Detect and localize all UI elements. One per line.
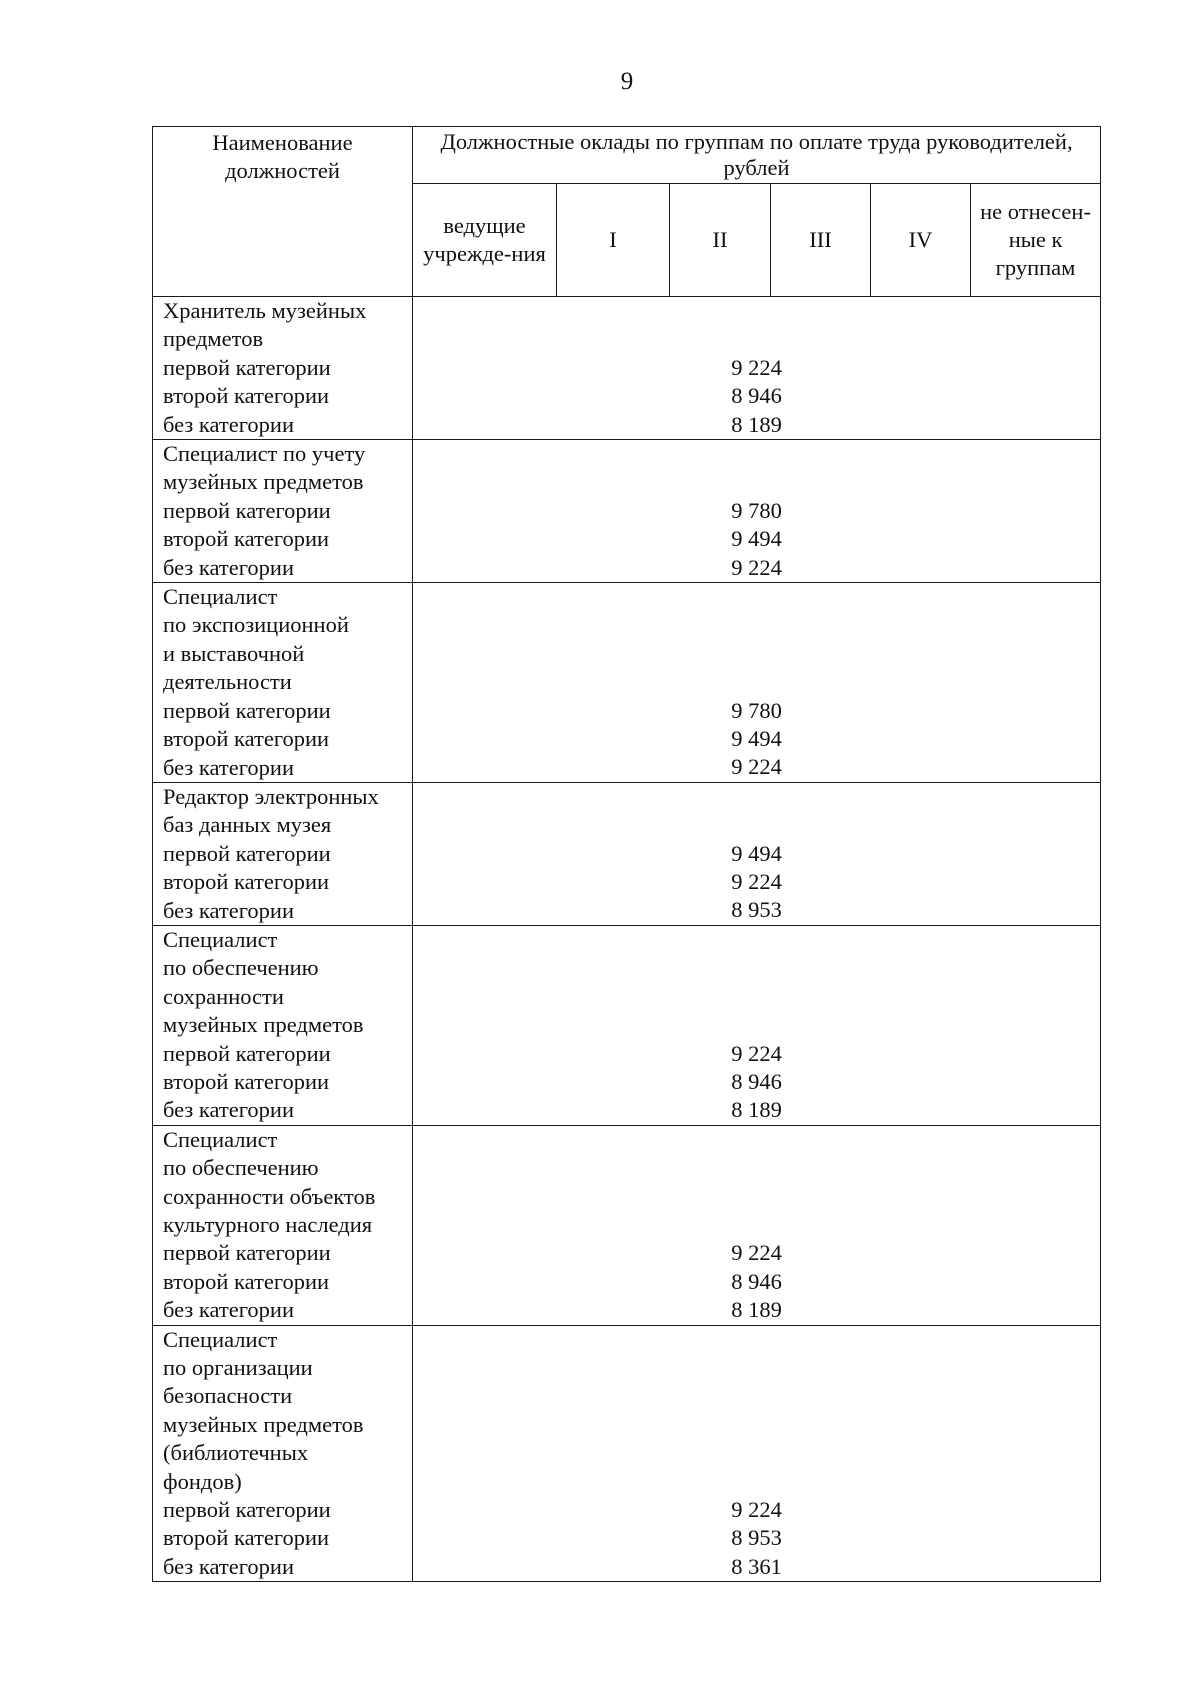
table-row xyxy=(153,782,1101,925)
spacer xyxy=(413,1354,1100,1382)
spacer xyxy=(413,1326,1100,1354)
position-title-line: Редактор электронных xyxy=(163,783,379,809)
position-title-line: музейных предметов xyxy=(163,1012,364,1038)
position-title-line: культурного наследия xyxy=(163,1212,373,1237)
spacer xyxy=(413,783,1100,811)
salary-value: 8 361 xyxy=(731,1553,782,1579)
position-title-line: по обеспечению xyxy=(163,955,319,981)
category-label: без категории xyxy=(163,554,294,580)
category-label: второй категории xyxy=(163,526,330,552)
salary-value: 9 494 xyxy=(731,726,782,752)
salary-values-cell xyxy=(413,925,1101,1125)
position-title-line: музейных предметов xyxy=(163,469,364,495)
spacer xyxy=(413,1211,1100,1239)
subheader-not-assigned: не отнесен-ные к группам xyxy=(971,184,1101,297)
spacer xyxy=(413,1183,1100,1211)
table-row xyxy=(153,925,1101,1125)
column-header-salary-groups: Должностные оклады по группам по оплате труда руководителей, рублей xyxy=(413,127,1101,184)
table-body xyxy=(153,297,1101,1582)
category-label: без категории xyxy=(163,1097,294,1123)
spacer xyxy=(413,811,1100,839)
spacer xyxy=(413,325,1100,353)
category-label: второй категории xyxy=(163,726,330,752)
salary-value: 8 946 xyxy=(731,383,782,409)
position-title-line: фондов) xyxy=(163,1468,242,1494)
salary-values-cell xyxy=(413,782,1101,925)
salary-value: 9 224 xyxy=(731,1240,782,1266)
position-title-line: предметов xyxy=(163,326,264,352)
salary-values-cell xyxy=(413,583,1101,783)
category-label: первой категории xyxy=(163,497,331,523)
page-number: 9 xyxy=(620,68,634,95)
spacer xyxy=(413,1411,1100,1439)
position-title-line: по экспозиционной xyxy=(163,612,349,638)
spacer xyxy=(413,1439,1100,1467)
spacer xyxy=(413,297,1100,325)
position-name-cell xyxy=(153,1125,413,1325)
position-title-line: деятельности xyxy=(163,669,292,695)
spacer xyxy=(413,611,1100,639)
position-title-line: по организации xyxy=(163,1355,313,1381)
spacer xyxy=(413,1126,1100,1154)
position-name-cell xyxy=(153,583,413,783)
salary-value: 8 189 xyxy=(731,411,782,437)
salary-value: 9 494 xyxy=(731,526,782,552)
salary-value: 8 946 xyxy=(731,1068,782,1094)
position-title-line: Хранитель музейных xyxy=(163,298,367,323)
category-label: без категории xyxy=(163,411,294,437)
position-title-line: безопасности xyxy=(163,1383,293,1409)
table-row xyxy=(153,297,1101,440)
spacer xyxy=(413,926,1100,954)
salary-value: 9 224 xyxy=(731,754,782,780)
salary-value: 9 224 xyxy=(731,554,782,580)
subheader-group-3: III xyxy=(771,184,871,297)
position-title-line: сохранности xyxy=(163,983,284,1009)
category-label: второй категории xyxy=(163,869,330,895)
category-label: второй категории xyxy=(163,1525,330,1551)
spacer xyxy=(413,1011,1100,1039)
spacer xyxy=(413,583,1100,611)
position-title-line: баз данных музея xyxy=(163,812,332,838)
category-label: второй категории xyxy=(163,1268,330,1294)
subheader-group-4: IV xyxy=(871,184,971,297)
position-title-line: Специалист xyxy=(163,926,278,952)
salary-table xyxy=(152,126,1101,1582)
spacer xyxy=(413,1154,1100,1182)
category-label: первой категории xyxy=(163,1240,331,1266)
salary-value: 9 224 xyxy=(731,1040,782,1066)
table-row xyxy=(153,1325,1101,1582)
spacer xyxy=(413,668,1100,696)
category-label: первой категории xyxy=(163,697,331,723)
category-label: второй категории xyxy=(163,1068,330,1094)
salary-value: 8 189 xyxy=(731,1297,782,1323)
position-name-cell xyxy=(153,925,413,1125)
subheader-group-2: II xyxy=(670,184,771,297)
category-label: первой категории xyxy=(163,354,331,380)
salary-value: 9 224 xyxy=(731,354,782,380)
position-name-cell xyxy=(153,297,413,440)
category-label: без категории xyxy=(163,754,294,780)
category-label: первой категории xyxy=(163,840,331,866)
salary-values-cell xyxy=(413,1325,1101,1582)
position-name-cell xyxy=(153,440,413,583)
salary-values-cell xyxy=(413,440,1101,583)
salary-value: 9 780 xyxy=(731,697,782,723)
salary-value: 8 946 xyxy=(731,1268,782,1294)
salary-values-cell xyxy=(413,297,1101,440)
table-row xyxy=(153,583,1101,783)
category-label: без категории xyxy=(163,897,294,923)
salary-value: 8 189 xyxy=(731,1097,782,1123)
position-title-line: и выставочной xyxy=(163,640,305,666)
spacer xyxy=(413,640,1100,668)
subheader-group-1: I xyxy=(557,184,670,297)
salary-value: 8 953 xyxy=(731,1525,782,1551)
spacer xyxy=(413,440,1100,468)
table-header-row xyxy=(153,127,1101,184)
category-label: первой категории xyxy=(163,1497,331,1523)
position-title-line: Специалист xyxy=(163,584,278,610)
position-name-cell xyxy=(153,1325,413,1582)
position-name-cell xyxy=(153,782,413,925)
position-title-line: сохранности объектов xyxy=(163,1183,376,1209)
position-title-line: Специалист xyxy=(163,1326,278,1352)
salary-value: 9 494 xyxy=(731,840,782,866)
table-row xyxy=(153,440,1101,583)
position-title-line: музейных предметов xyxy=(163,1411,364,1437)
table-row xyxy=(153,1125,1101,1325)
spacer xyxy=(413,983,1100,1011)
category-label: второй категории xyxy=(163,383,330,409)
category-label: без категории xyxy=(163,1553,294,1579)
salary-value: 8 953 xyxy=(731,897,782,923)
category-label: без категории xyxy=(163,1297,294,1323)
position-title-line: Специалист по учету xyxy=(163,441,366,467)
salary-values-cell xyxy=(413,1125,1101,1325)
category-label: первой категории xyxy=(163,1040,331,1066)
position-title-line: по обеспечению xyxy=(163,1155,319,1181)
subheader-leading-institutions: ведущие учрежде-ния xyxy=(413,184,557,297)
spacer xyxy=(413,1468,1100,1496)
spacer xyxy=(413,1382,1100,1410)
position-title-line: Специалист xyxy=(163,1126,278,1152)
column-header-position-name: Наименование должностей xyxy=(153,127,413,297)
salary-value: 9 224 xyxy=(731,1496,782,1522)
spacer xyxy=(413,954,1100,982)
salary-value: 9 224 xyxy=(731,869,782,895)
spacer xyxy=(413,468,1100,496)
salary-value: 9 780 xyxy=(731,497,782,523)
position-title-line: (библиотечных xyxy=(163,1440,309,1466)
